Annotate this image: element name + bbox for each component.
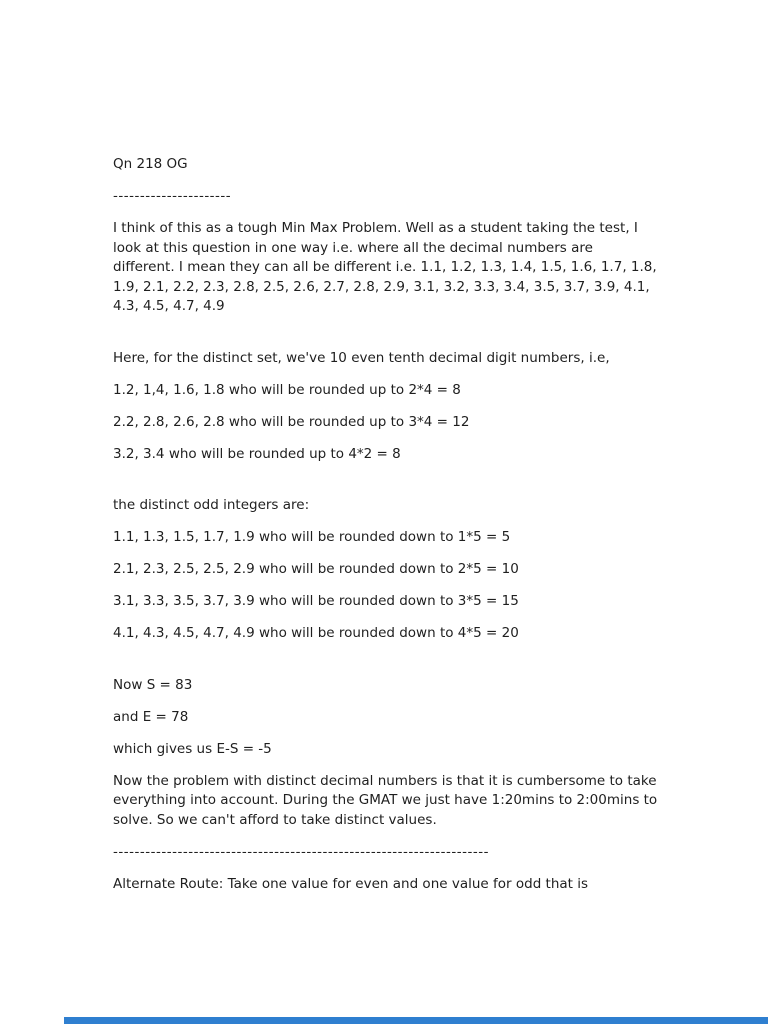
paragraph-distinct-even-intro: Here, for the distinct set, we've 10 even tenth decimal digit numbers, i.e, [113, 349, 610, 366]
paragraph-intro: I think of this as a tough Min Max Problem. Well as a student taking the test, I look at this question in one way i.e. where all the decimal numbers are different. I mean they can all be different i.e. 1.1, 1.2, 1.3, 1.4, 1.5, 1.6, 1.7, 1.8, 1.9, 2.1, 2.2, 2.3, 2.8, 2.5, 2.6, 2.7, 2.8, 2.9, 3.1, 3.2, 3.3, 3.4, 3.5, 3.7, 3.9, 4.1, 4.3, 4.5, 4.7, 4.9 [113, 220, 661, 314]
doc-title-line: Qn 218 OG [113, 156, 188, 172]
paragraph-alternate-route: Alternate Route: Take one value for even and one value for odd that is [113, 875, 589, 892]
line-odd-group-3: 3.1, 3.3, 3.5, 3.7, 3.9 who will be rounded down to 3*5 = 15 [113, 593, 519, 609]
paragraph-cumbersome: Now the problem with distinct decimal numbers is that it is cumbersome to take everything into account. During the GMAT we just have 1:20mins to 2:00mins to solve. So we can't afford to take distinct values. [113, 772, 662, 828]
separator-line-short: ---------------------- [113, 188, 232, 204]
paragraph-distinct-odd-intro: the distinct odd integers are: [113, 497, 310, 513]
line-odd-group-4: 4.1, 4.3, 4.5, 4.7, 4.9 who will be rounded down to 4*5 = 20 [113, 625, 519, 641]
line-sum-e: and E = 78 [113, 708, 189, 725]
separator-line-long: ---------------------------------------------------------------------- [113, 843, 489, 860]
document-body [113, 155, 662, 907]
line-odd-group-1: 1.1, 1.3, 1.5, 1.7, 1.9 who will be rounded down to 1*5 = 5 [113, 529, 511, 545]
line-sum-s: Now S = 83 [113, 676, 193, 693]
line-difference: which gives us E-S = -5 [113, 740, 272, 757]
bottom-blue-bar [64, 1017, 768, 1024]
line-even-group-1: 1.2, 1,4, 1.6, 1.8 who will be rounded up to 2*4 = 8 [113, 381, 461, 398]
line-odd-group-2: 2.1, 2.3, 2.5, 2.5, 2.9 who will be rounded down to 2*5 = 10 [113, 561, 519, 577]
line-even-group-2: 2.2, 2.8, 2.6, 2.8 who will be rounded up to 3*4 = 12 [113, 413, 470, 430]
line-even-group-3: 3.2, 3.4 who will be rounded up to 4*2 = 8 [113, 445, 401, 462]
